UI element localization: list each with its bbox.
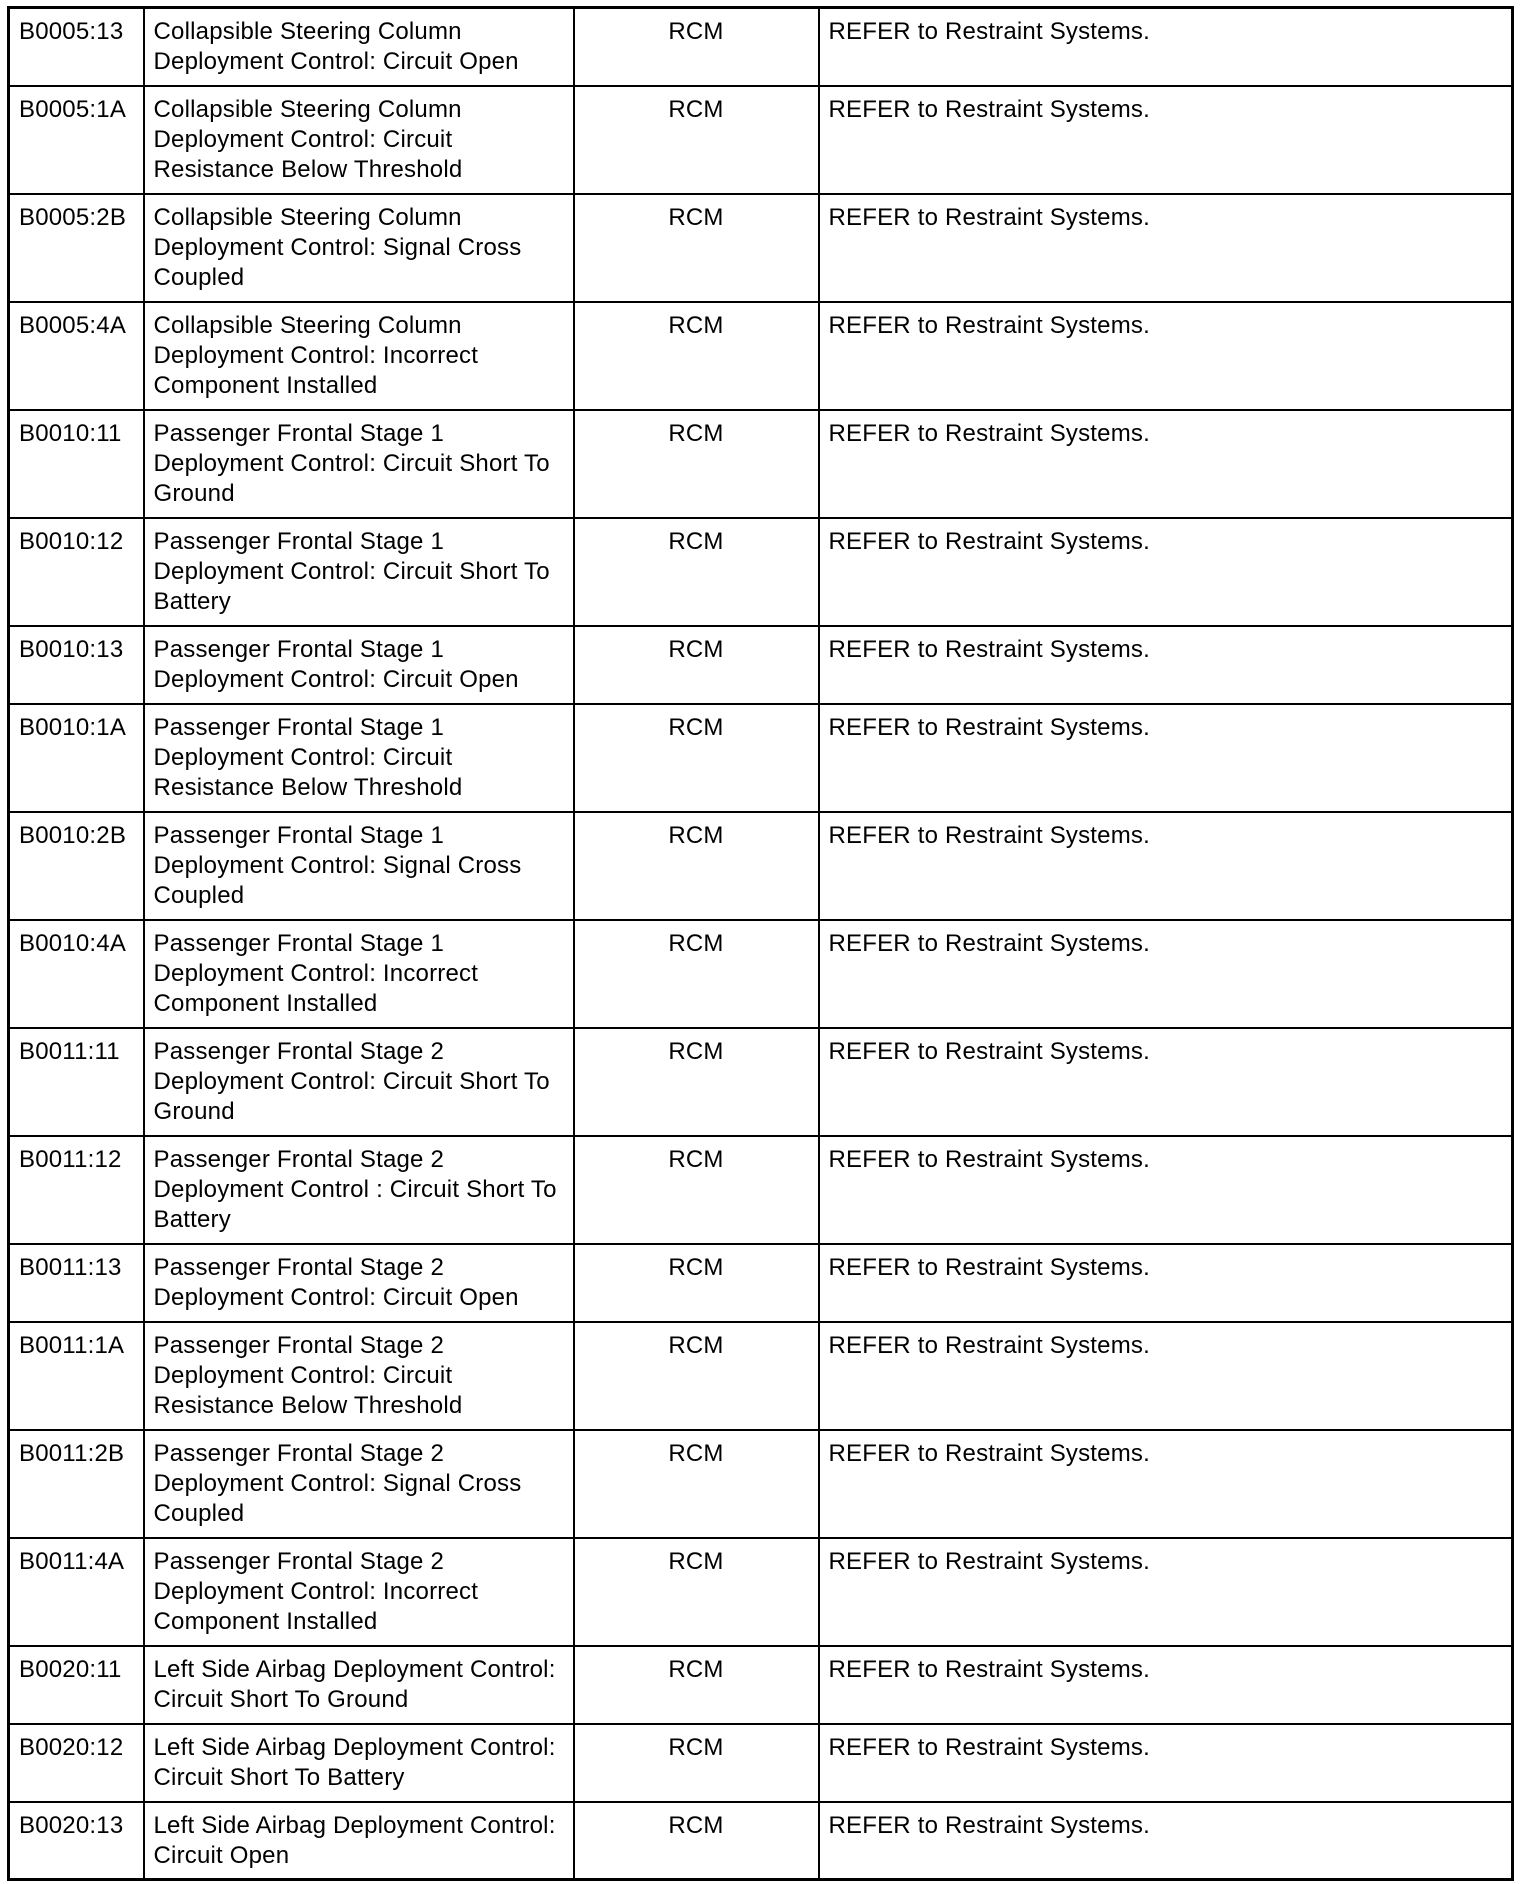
dtc-description-cell: Left Side Airbag Deployment Control: Circuit Short To Battery: [144, 1724, 574, 1802]
dtc-module-cell: RCM: [574, 812, 819, 920]
dtc-module-cell: RCM: [574, 1538, 819, 1646]
dtc-module-cell: RCM: [574, 920, 819, 1028]
dtc-code-cell: B0010:1A: [9, 704, 144, 812]
dtc-description-cell: Collapsible Steering Column Deployment Control: Incorrect Component Installed: [144, 302, 574, 410]
dtc-code-cell: B0010:12: [9, 518, 144, 626]
dtc-action-cell: REFER to Restraint Systems.: [819, 1802, 1513, 1880]
dtc-code-cell: B0011:4A: [9, 1538, 144, 1646]
dtc-description-cell: Passenger Frontal Stage 1 Deployment Control: Signal Cross Coupled: [144, 812, 574, 920]
dtc-module-cell: RCM: [574, 410, 819, 518]
dtc-action-cell: REFER to Restraint Systems.: [819, 1724, 1513, 1802]
table-row: [9, 518, 1513, 626]
table-row: [9, 1244, 1513, 1322]
dtc-description-cell: Passenger Frontal Stage 2 Deployment Control: Circuit Open: [144, 1244, 574, 1322]
dtc-module-cell: RCM: [574, 8, 819, 86]
dtc-module-cell: RCM: [574, 626, 819, 704]
dtc-action-cell: REFER to Restraint Systems.: [819, 302, 1513, 410]
dtc-code-cell: B0005:2B: [9, 194, 144, 302]
dtc-action-cell: REFER to Restraint Systems.: [819, 920, 1513, 1028]
dtc-module-cell: RCM: [574, 194, 819, 302]
table-row: [9, 626, 1513, 704]
table-row: [9, 194, 1513, 302]
dtc-code-cell: B0020:12: [9, 1724, 144, 1802]
dtc-action-cell: REFER to Restraint Systems.: [819, 410, 1513, 518]
dtc-description-cell: Passenger Frontal Stage 1 Deployment Control: Circuit Short To Battery: [144, 518, 574, 626]
dtc-code-cell: B0010:4A: [9, 920, 144, 1028]
dtc-module-cell: RCM: [574, 1724, 819, 1802]
dtc-module-cell: RCM: [574, 1322, 819, 1430]
table-row: [9, 1724, 1513, 1802]
dtc-module-cell: RCM: [574, 1028, 819, 1136]
dtc-action-cell: REFER to Restraint Systems.: [819, 626, 1513, 704]
dtc-action-cell: REFER to Restraint Systems.: [819, 1322, 1513, 1430]
dtc-action-cell: REFER to Restraint Systems.: [819, 8, 1513, 86]
dtc-module-cell: RCM: [574, 1646, 819, 1724]
dtc-code-cell: B0011:2B: [9, 1430, 144, 1538]
dtc-code-cell: B0010:13: [9, 626, 144, 704]
dtc-description-cell: Passenger Frontal Stage 1 Deployment Control: Circuit Short To Ground: [144, 410, 574, 518]
table-row: [9, 86, 1513, 194]
dtc-module-cell: RCM: [574, 302, 819, 410]
dtc-action-cell: REFER to Restraint Systems.: [819, 1244, 1513, 1322]
dtc-code-cell: B0005:13: [9, 8, 144, 86]
dtc-module-cell: RCM: [574, 86, 819, 194]
dtc-module-cell: RCM: [574, 704, 819, 812]
dtc-description-cell: Passenger Frontal Stage 2 Deployment Control : Circuit Short To Battery: [144, 1136, 574, 1244]
dtc-description-cell: Collapsible Steering Column Deployment Control: Circuit Open: [144, 8, 574, 86]
dtc-code-cell: B0010:11: [9, 410, 144, 518]
table-row: [9, 920, 1513, 1028]
dtc-action-cell: REFER to Restraint Systems.: [819, 1430, 1513, 1538]
dtc-code-cell: B0011:11: [9, 1028, 144, 1136]
table-row: [9, 1430, 1513, 1538]
dtc-action-cell: REFER to Restraint Systems.: [819, 704, 1513, 812]
table-row: [9, 1646, 1513, 1724]
dtc-code-cell: B0020:11: [9, 1646, 144, 1724]
dtc-description-cell: Passenger Frontal Stage 1 Deployment Control: Circuit Resistance Below Threshold: [144, 704, 574, 812]
dtc-action-cell: REFER to Restraint Systems.: [819, 1028, 1513, 1136]
dtc-module-cell: RCM: [574, 518, 819, 626]
dtc-code-cell: B0010:2B: [9, 812, 144, 920]
dtc-description-cell: Left Side Airbag Deployment Control: Circuit Short To Ground: [144, 1646, 574, 1724]
dtc-code-cell: B0020:13: [9, 1802, 144, 1880]
dtc-action-cell: REFER to Restraint Systems.: [819, 518, 1513, 626]
table-row: [9, 1322, 1513, 1430]
dtc-action-cell: REFER to Restraint Systems.: [819, 1646, 1513, 1724]
dtc-module-cell: RCM: [574, 1136, 819, 1244]
dtc-action-cell: REFER to Restraint Systems.: [819, 1538, 1513, 1646]
dtc-action-cell: REFER to Restraint Systems.: [819, 86, 1513, 194]
dtc-code-cell: B0011:12: [9, 1136, 144, 1244]
dtc-description-cell: Left Side Airbag Deployment Control: Circuit Open: [144, 1802, 574, 1880]
dtc-code-cell: B0011:13: [9, 1244, 144, 1322]
dtc-description-cell: Passenger Frontal Stage 2 Deployment Control: Circuit Short To Ground: [144, 1028, 574, 1136]
dtc-description-cell: Passenger Frontal Stage 2 Deployment Control: Circuit Resistance Below Threshold: [144, 1322, 574, 1430]
dtc-code-cell: B0005:4A: [9, 302, 144, 410]
table-row: [9, 302, 1513, 410]
dtc-table: [7, 6, 1514, 1881]
dtc-description-cell: Passenger Frontal Stage 1 Deployment Control: Incorrect Component Installed: [144, 920, 574, 1028]
dtc-table-body: [9, 8, 1513, 1880]
dtc-module-cell: RCM: [574, 1430, 819, 1538]
dtc-action-cell: REFER to Restraint Systems.: [819, 812, 1513, 920]
table-row: [9, 410, 1513, 518]
table-row: [9, 8, 1513, 86]
dtc-action-cell: REFER to Restraint Systems.: [819, 194, 1513, 302]
table-row: [9, 1136, 1513, 1244]
dtc-code-cell: B0005:1A: [9, 86, 144, 194]
table-row: [9, 1538, 1513, 1646]
dtc-description-cell: Passenger Frontal Stage 1 Deployment Control: Circuit Open: [144, 626, 574, 704]
dtc-description-cell: Passenger Frontal Stage 2 Deployment Control: Signal Cross Coupled: [144, 1430, 574, 1538]
table-row: [9, 1028, 1513, 1136]
table-row: [9, 704, 1513, 812]
dtc-description-cell: Passenger Frontal Stage 2 Deployment Control: Incorrect Component Installed: [144, 1538, 574, 1646]
dtc-module-cell: RCM: [574, 1802, 819, 1880]
table-row: [9, 1802, 1513, 1880]
dtc-module-cell: RCM: [574, 1244, 819, 1322]
dtc-code-cell: B0011:1A: [9, 1322, 144, 1430]
table-row: [9, 812, 1513, 920]
dtc-description-cell: Collapsible Steering Column Deployment Control: Signal Cross Coupled: [144, 194, 574, 302]
dtc-description-cell: Collapsible Steering Column Deployment Control: Circuit Resistance Below Threshold: [144, 86, 574, 194]
dtc-action-cell: REFER to Restraint Systems.: [819, 1136, 1513, 1244]
